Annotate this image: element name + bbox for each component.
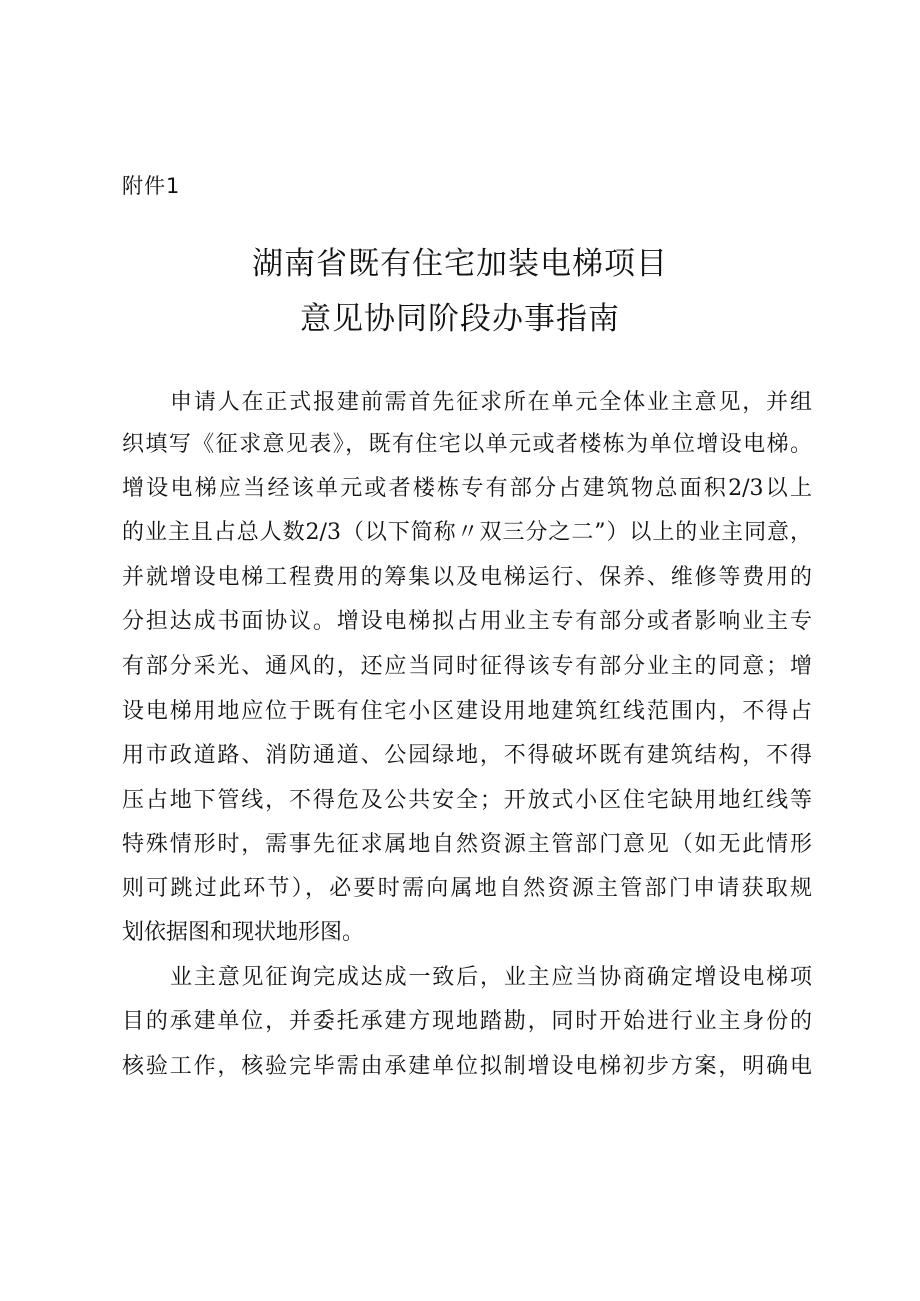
paragraph-line: 增设电梯应当经该单元或者楼栋专有部分占建筑物总面积2/3以上 — [122, 476, 812, 501]
paragraph-line: 划依据图和现状地形图。 — [122, 920, 365, 945]
paragraph-line: 织填写《征求意见表》，既有住宅以单元或者楼栋为单位增设电梯。 — [122, 432, 812, 457]
paragraph-line: 业主意见征询完成达成一致后，业主应当协商确定增设电梯项 — [170, 965, 812, 990]
paragraph-line: 申请人在正式报建前需首先征求所在单元全体业主意见，并组 — [170, 390, 812, 415]
document-title-line-1: 湖南省既有住宅加装电梯项目 — [252, 246, 668, 282]
paragraph-line: 分担达成书面协议。增设电梯拟占用业主专有部分或者影响业主专 — [122, 609, 812, 634]
paragraph-line: 设电梯用地应位于既有住宅小区建设用地建筑红线范围内，不得占 — [122, 699, 812, 724]
paragraph-line: 核验工作，核验完毕需由承建单位拟制增设电梯初步方案，明确电 — [122, 1054, 812, 1079]
paragraph-line: 压占地下管线，不得危及公共安全；开放式小区住宅缺用地红线等 — [122, 788, 812, 813]
paragraph-line: 有部分采光、通风的，还应当同时征得该专有部分业主的同意；增 — [122, 654, 812, 679]
paragraph-line: 用市政道路、消防通道、公园绿地，不得破坏既有建筑结构，不得 — [122, 743, 812, 768]
paragraph-line: 目的承建单位，并委托承建方现地踏勘，同时开始进行业主身份的 — [122, 1009, 812, 1034]
paragraph-line: 并就增设电梯工程费用的筹集以及电梯运行、保养、维修等费用的 — [122, 565, 812, 590]
attachment-label: 附件1 — [122, 174, 181, 198]
paragraph-line: 特殊情形时，需事先征求属地自然资源主管部门意见（如无此情形 — [122, 832, 812, 857]
paragraph-line: 则可跳过此环节），必要时需向属地自然资源主管部门申请获取规 — [122, 876, 812, 901]
paragraph-line: 的业主且占总人数2/3（以下简称〃双三分之二”）以上的业主同意， — [122, 520, 812, 545]
document-title-line-2: 意见协同阶段办事指南 — [300, 301, 620, 337]
